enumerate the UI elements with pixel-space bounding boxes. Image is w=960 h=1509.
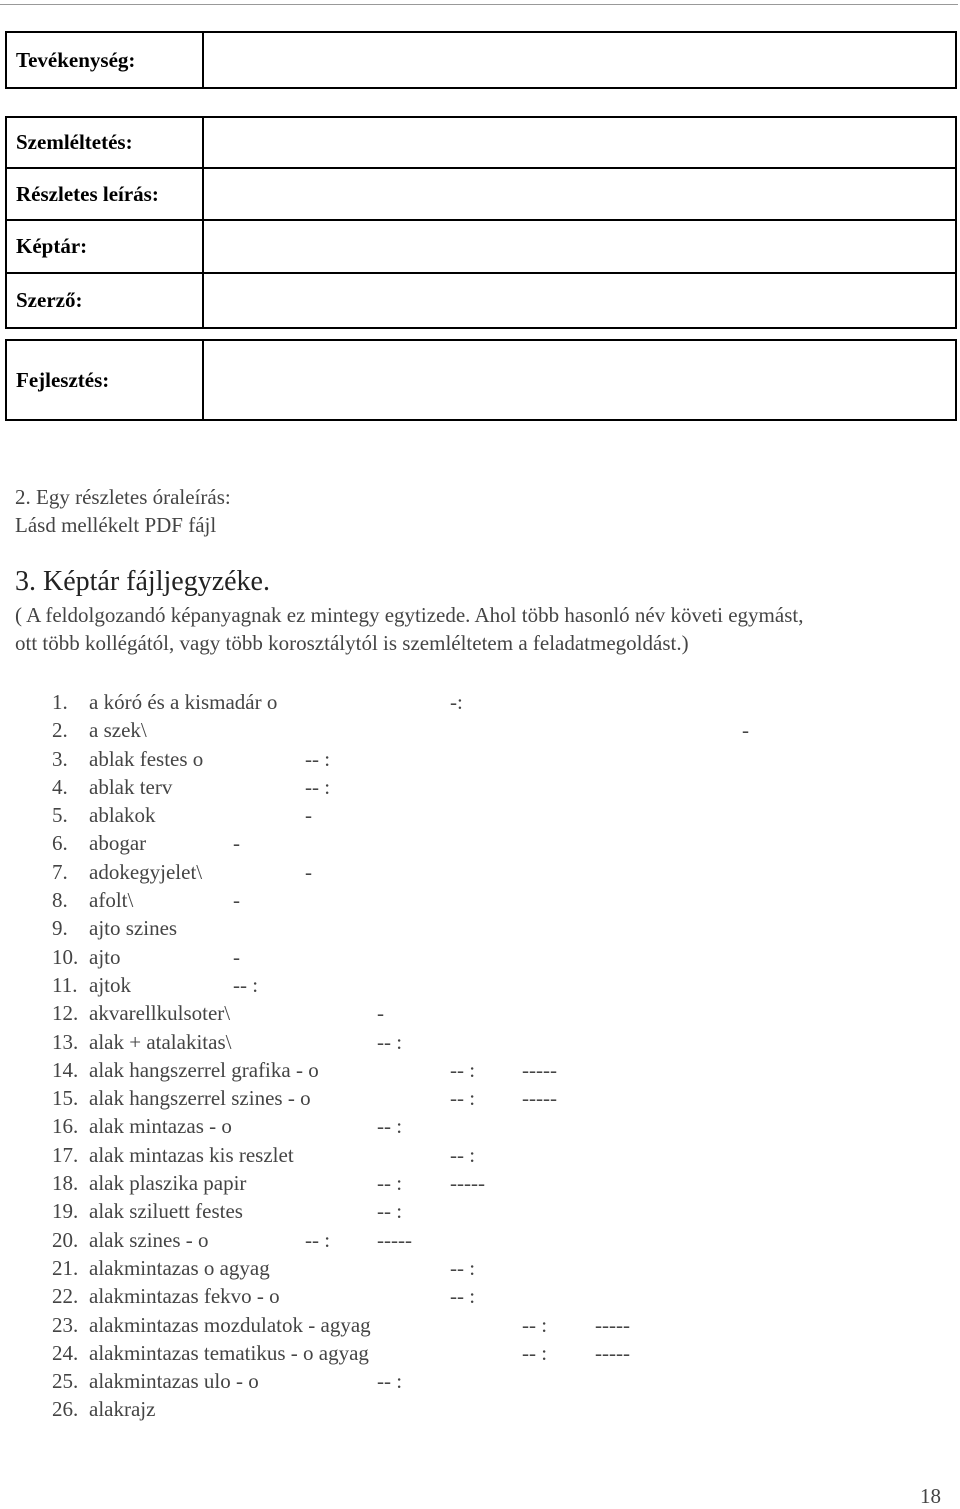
list-item-number: 9. <box>52 916 68 941</box>
list-item-number: 4. <box>52 774 68 799</box>
demonstration-value <box>203 117 956 168</box>
list-item-mark: -- : <box>305 774 331 799</box>
list-item-mark-2: ----- <box>595 1312 630 1337</box>
list-item-mark: -- : <box>450 1086 476 1111</box>
section-3-title: 3. Képtár fájljegyzéke. <box>15 566 270 597</box>
demonstration-row <box>6 117 956 168</box>
list-item-name: alakmintazas ulo - o <box>89 1369 259 1394</box>
activity-row <box>6 32 956 88</box>
author-row <box>6 273 956 328</box>
image-library-label: Képtár: <box>6 220 203 273</box>
list-item-name: ajto szines <box>89 916 178 941</box>
list-item-mark: - <box>377 1001 384 1026</box>
demonstration-label: Szemléltetés: <box>6 117 203 168</box>
list-item-name: a kóró és a kismadár o <box>89 690 278 714</box>
details-table <box>5 116 957 329</box>
list-item-name: alakmintazas tematikus - o agyag <box>89 1340 369 1365</box>
list-item-mark: -- : <box>377 1199 403 1224</box>
list-item-mark-2: ----- <box>522 1057 557 1082</box>
detailed-description-label: Részletes leírás: <box>6 168 203 220</box>
list-item-number: 5. <box>52 803 68 828</box>
section-2-heading: 2. Egy részletes óraleírás: <box>15 485 231 509</box>
list-item-name: afolt\ <box>89 888 134 913</box>
list-item-number: 11. <box>52 972 78 997</box>
list-item-name: abogar <box>89 831 147 856</box>
list-item-mark: -- : <box>305 746 331 771</box>
list-item-mark-2: ----- <box>450 1171 485 1196</box>
list-item-name: alak hangszerrel szines - o <box>89 1086 311 1111</box>
list-item-name: alakmintazas fekvo - o <box>89 1284 280 1309</box>
development-row <box>6 340 956 420</box>
list-item-number: 14. <box>52 1057 79 1082</box>
list-item-number: 7. <box>52 859 68 884</box>
list-item-mark: -- : <box>305 1227 331 1252</box>
list-item-number: 26. <box>52 1397 79 1422</box>
list-item-number: 13. <box>52 1029 79 1054</box>
development-value <box>203 340 956 420</box>
section-2 <box>15 483 231 539</box>
list-item-number: 16. <box>52 1114 79 1139</box>
list-item-name: adokegyjelet\ <box>89 859 203 884</box>
section-3-note-line-1: ( A feldolgozandó képanyagnak ez mintegy egytizede. Ahol több hasonló név követi egymást, <box>15 603 804 627</box>
page-number: 18 <box>920 1484 941 1508</box>
list-item-name: ablakok <box>89 803 156 828</box>
list-item-name: a szek\ <box>89 718 147 743</box>
list-item-mark: -- : <box>450 1284 476 1309</box>
list-item-mark: -- : <box>377 1369 403 1394</box>
list-item-name: ajtok <box>89 972 131 997</box>
list-item-number: 1. <box>52 690 68 714</box>
author-label: Szerző: <box>6 273 203 328</box>
list-item-name: ablak festes o <box>89 746 204 771</box>
list-item-number: 3. <box>52 746 68 771</box>
list-item-number: 22. <box>52 1284 79 1309</box>
section-3-note <box>15 601 803 657</box>
list-item-number: 24. <box>52 1340 79 1365</box>
list-item-number: 19. <box>52 1199 79 1224</box>
list-item-name: alakmintazas o agyag <box>89 1255 270 1280</box>
list-item-mark: -- : <box>450 1142 476 1167</box>
list-item-number: 20. <box>52 1227 79 1252</box>
detailed-description-value <box>203 168 956 220</box>
section-2-text: Lásd mellékelt PDF fájl <box>15 513 217 537</box>
list-item-mark: - <box>233 831 240 856</box>
image-library-row <box>6 220 956 273</box>
list-item-number: 17. <box>52 1142 79 1167</box>
list-item-number: 15. <box>52 1086 79 1111</box>
list-item-number: 2. <box>52 718 68 743</box>
list-item-mark-2: ----- <box>522 1086 557 1111</box>
list-item-number: 23. <box>52 1312 79 1337</box>
list-item-mark: -- : <box>377 1114 403 1139</box>
list-item-number: 21. <box>52 1255 79 1280</box>
section-3-note-line-2: ott több kollégától, vagy több korosztálytól is szemléltetem a feladatmegoldást.) <box>15 631 689 655</box>
list-item-mark-2: ----- <box>595 1340 630 1365</box>
activity-table <box>5 31 957 89</box>
list-item-mark: -- : <box>522 1312 548 1337</box>
development-table <box>5 339 957 421</box>
list-item-name: alak + atalakitas\ <box>89 1029 232 1054</box>
image-library-value <box>203 220 956 273</box>
list-item-mark: -- : <box>377 1029 403 1054</box>
development-label: Fejlesztés: <box>6 340 203 420</box>
list-item-name: ablak terv <box>89 774 173 799</box>
list-item-name: alakmintazas mozdulatok - agyag <box>89 1312 371 1337</box>
activity-label: Tevékenység: <box>6 32 203 88</box>
list-item-mark: -- : <box>450 1255 476 1280</box>
list-item-number: 18. <box>52 1171 79 1196</box>
list-item-name: alak mintazas - o <box>89 1114 232 1139</box>
list-item-mark-2: ----- <box>377 1227 412 1252</box>
list-item-name: ajto <box>89 944 121 969</box>
list-item-number: 6. <box>52 831 68 856</box>
list-item-number: 8. <box>52 888 68 913</box>
list-item-mark: - <box>742 718 749 743</box>
list-item-name: alak plaszika papir <box>89 1171 247 1196</box>
list-item-mark: -- : <box>377 1171 403 1196</box>
list-item-mark: - <box>233 944 240 969</box>
list-item-number: 10. <box>52 944 79 969</box>
list-item-mark: - <box>305 859 312 884</box>
list-item-name: alak sziluett festes <box>89 1199 243 1224</box>
list-item-mark: - <box>233 888 240 913</box>
detailed-description-row <box>6 168 956 220</box>
author-value <box>203 273 956 328</box>
activity-value <box>203 32 956 88</box>
list-item-mark: -- : <box>233 972 259 997</box>
top-rule <box>0 4 958 5</box>
list-item-name: akvarellkulsoter\ <box>89 1001 231 1026</box>
list-item-name: alakrajz <box>89 1397 156 1422</box>
list-item-name: alak szines - o <box>89 1227 209 1252</box>
list-item-number: 25. <box>52 1369 79 1394</box>
list-item-mark: -- : <box>450 1057 476 1082</box>
list-item-name: alak mintazas kis reszlet <box>89 1142 294 1167</box>
list-item-name: alak hangszerrel grafika - o <box>89 1057 319 1082</box>
list-item-mark: -: <box>450 690 463 714</box>
list-item-number: 12. <box>52 1001 79 1026</box>
list-item-mark: -- : <box>522 1340 548 1365</box>
list-item-mark: - <box>305 803 312 828</box>
